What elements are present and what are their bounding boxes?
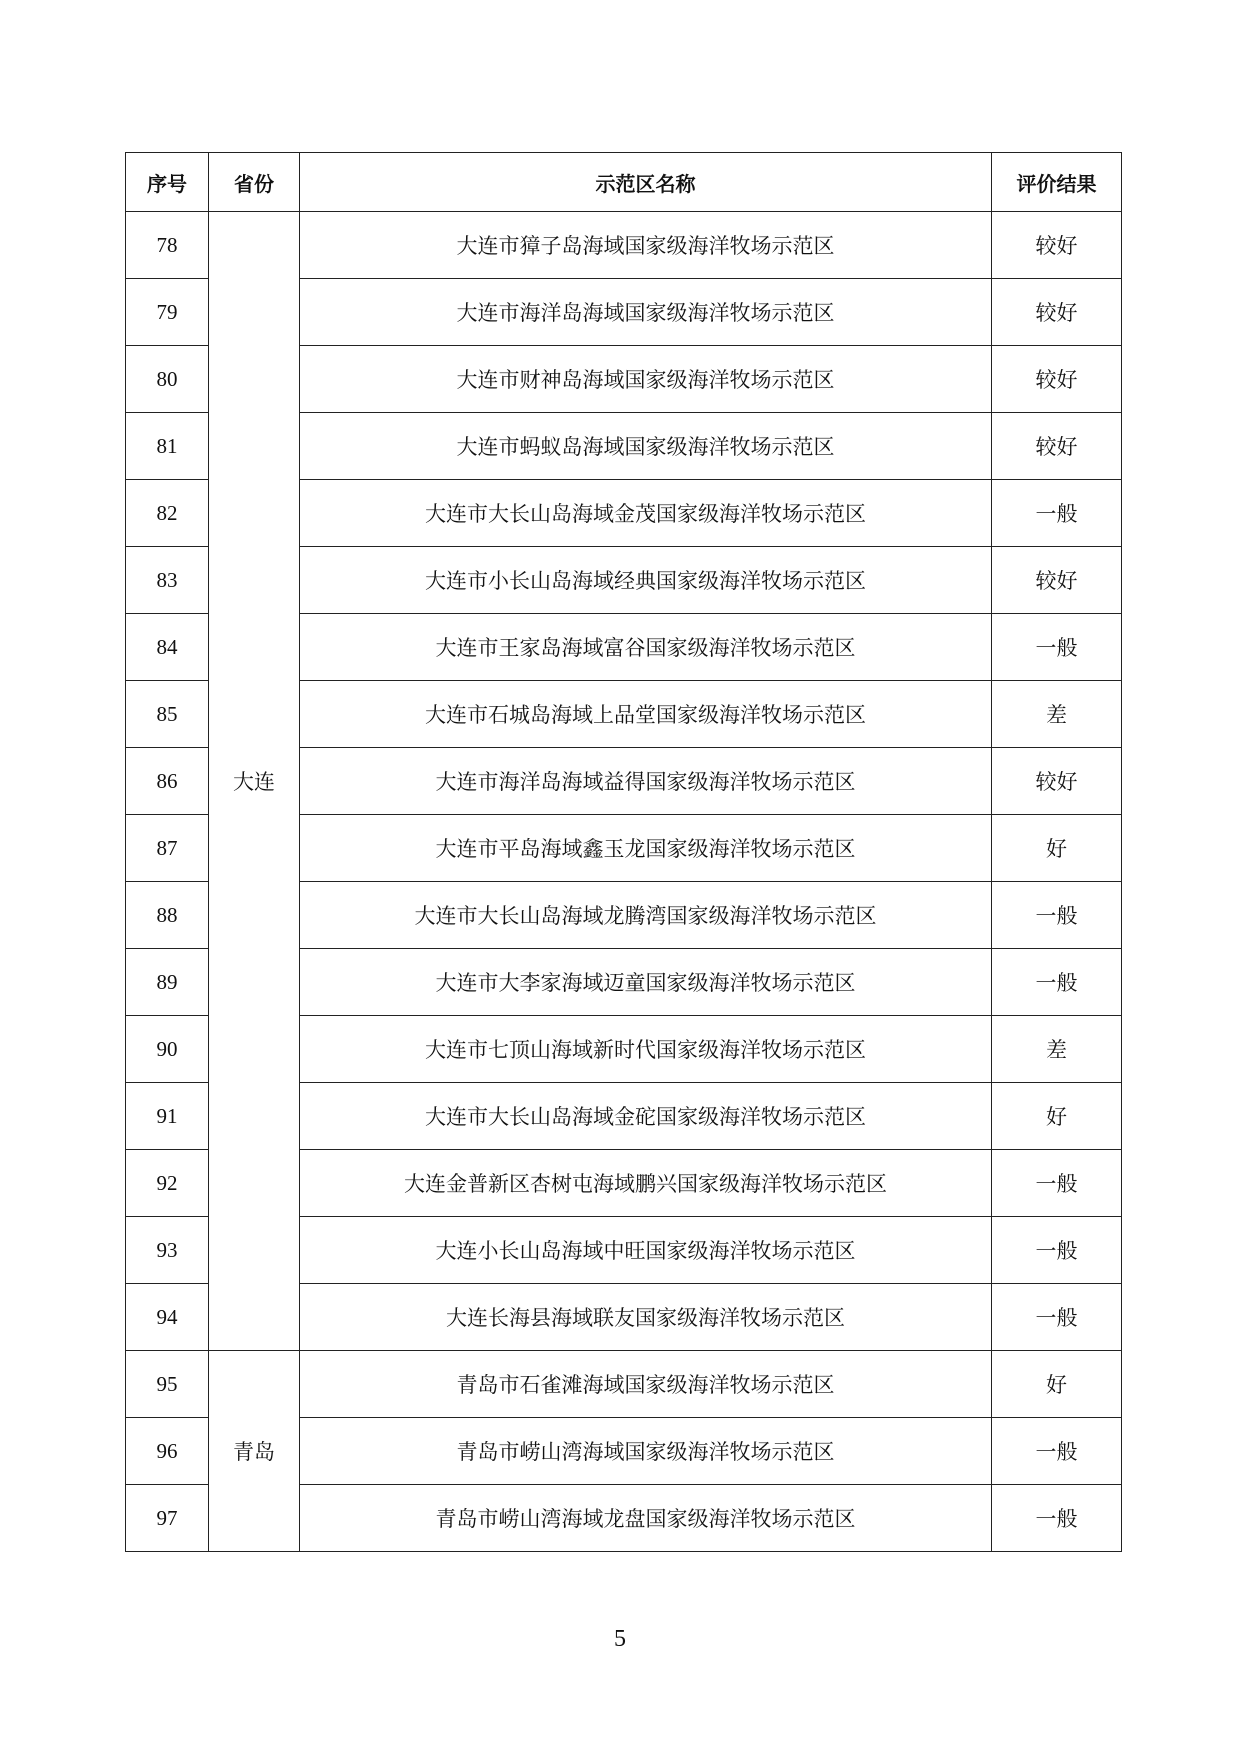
cell-seq: 86: [126, 748, 209, 815]
cell-result: 较好: [992, 212, 1122, 279]
cell-zone-name: 大连市王家岛海域富谷国家级海洋牧场示范区: [300, 614, 992, 681]
cell-seq: 80: [126, 346, 209, 413]
cell-result: 好: [992, 815, 1122, 882]
table-row: [126, 1351, 1122, 1418]
cell-province: 大连: [209, 212, 300, 1351]
cell-seq: 94: [126, 1284, 209, 1351]
cell-seq: 84: [126, 614, 209, 681]
cell-zone-name: 大连市大长山岛海域金茂国家级海洋牧场示范区: [300, 480, 992, 547]
cell-seq: 91: [126, 1083, 209, 1150]
cell-result: 一般: [992, 480, 1122, 547]
cell-seq: 87: [126, 815, 209, 882]
cell-zone-name: 大连市海洋岛海域国家级海洋牧场示范区: [300, 279, 992, 346]
cell-seq: 93: [126, 1217, 209, 1284]
cell-zone-name: 大连市獐子岛海域国家级海洋牧场示范区: [300, 212, 992, 279]
cell-seq: 88: [126, 882, 209, 949]
cell-result: 好: [992, 1083, 1122, 1150]
cell-result: 差: [992, 1016, 1122, 1083]
cell-result: 一般: [992, 949, 1122, 1016]
cell-seq: 96: [126, 1418, 209, 1485]
cell-result: 好: [992, 1351, 1122, 1418]
table-body: [126, 212, 1122, 1552]
cell-zone-name: 青岛市崂山湾海域国家级海洋牧场示范区: [300, 1418, 992, 1485]
cell-seq: 78: [126, 212, 209, 279]
cell-zone-name: 大连市大长山岛海域金砣国家级海洋牧场示范区: [300, 1083, 992, 1150]
header-result: 评价结果: [992, 153, 1122, 212]
cell-zone-name: 大连市平岛海域鑫玉龙国家级海洋牧场示范区: [300, 815, 992, 882]
cell-zone-name: 大连市大长山岛海域龙腾湾国家级海洋牧场示范区: [300, 882, 992, 949]
cell-zone-name: 大连市石城岛海域上品堂国家级海洋牧场示范区: [300, 681, 992, 748]
cell-zone-name: 大连市小长山岛海域经典国家级海洋牧场示范区: [300, 547, 992, 614]
cell-result: 较好: [992, 413, 1122, 480]
cell-result: 一般: [992, 614, 1122, 681]
cell-zone-name: 大连长海县海域联友国家级海洋牧场示范区: [300, 1284, 992, 1351]
cell-result: 较好: [992, 748, 1122, 815]
cell-zone-name: 大连市财神岛海域国家级海洋牧场示范区: [300, 346, 992, 413]
cell-result: 一般: [992, 1418, 1122, 1485]
cell-seq: 83: [126, 547, 209, 614]
cell-zone-name: 大连市蚂蚁岛海域国家级海洋牧场示范区: [300, 413, 992, 480]
cell-zone-name: 青岛市石雀滩海域国家级海洋牧场示范区: [300, 1351, 992, 1418]
cell-result: 较好: [992, 279, 1122, 346]
cell-seq: 95: [126, 1351, 209, 1418]
cell-result: 一般: [992, 1284, 1122, 1351]
cell-seq: 90: [126, 1016, 209, 1083]
cell-result: 一般: [992, 1485, 1122, 1552]
header-province: 省份: [209, 153, 300, 212]
cell-seq: 85: [126, 681, 209, 748]
cell-zone-name: 大连市海洋岛海域益得国家级海洋牧场示范区: [300, 748, 992, 815]
page-number: 5: [614, 1626, 626, 1652]
cell-result: 较好: [992, 547, 1122, 614]
cell-zone-name: 青岛市崂山湾海域龙盘国家级海洋牧场示范区: [300, 1485, 992, 1552]
cell-province: 青岛: [209, 1351, 300, 1552]
cell-seq: 81: [126, 413, 209, 480]
cell-result: 一般: [992, 882, 1122, 949]
cell-zone-name: 大连市大李家海域迈童国家级海洋牧场示范区: [300, 949, 992, 1016]
header-name: 示范区名称: [300, 153, 992, 212]
cell-seq: 79: [126, 279, 209, 346]
demo-zone-table: [125, 152, 1122, 1552]
table-header-row: [126, 153, 1122, 212]
cell-zone-name: 大连小长山岛海域中旺国家级海洋牧场示范区: [300, 1217, 992, 1284]
cell-seq: 97: [126, 1485, 209, 1552]
cell-result: 差: [992, 681, 1122, 748]
cell-seq: 92: [126, 1150, 209, 1217]
cell-result: 一般: [992, 1150, 1122, 1217]
cell-zone-name: 大连金普新区杏树屯海域鹏兴国家级海洋牧场示范区: [300, 1150, 992, 1217]
cell-zone-name: 大连市七顶山海域新时代国家级海洋牧场示范区: [300, 1016, 992, 1083]
table-row: [126, 212, 1122, 279]
cell-seq: 89: [126, 949, 209, 1016]
cell-result: 一般: [992, 1217, 1122, 1284]
header-seq: 序号: [126, 153, 209, 212]
cell-seq: 82: [126, 480, 209, 547]
cell-result: 较好: [992, 346, 1122, 413]
